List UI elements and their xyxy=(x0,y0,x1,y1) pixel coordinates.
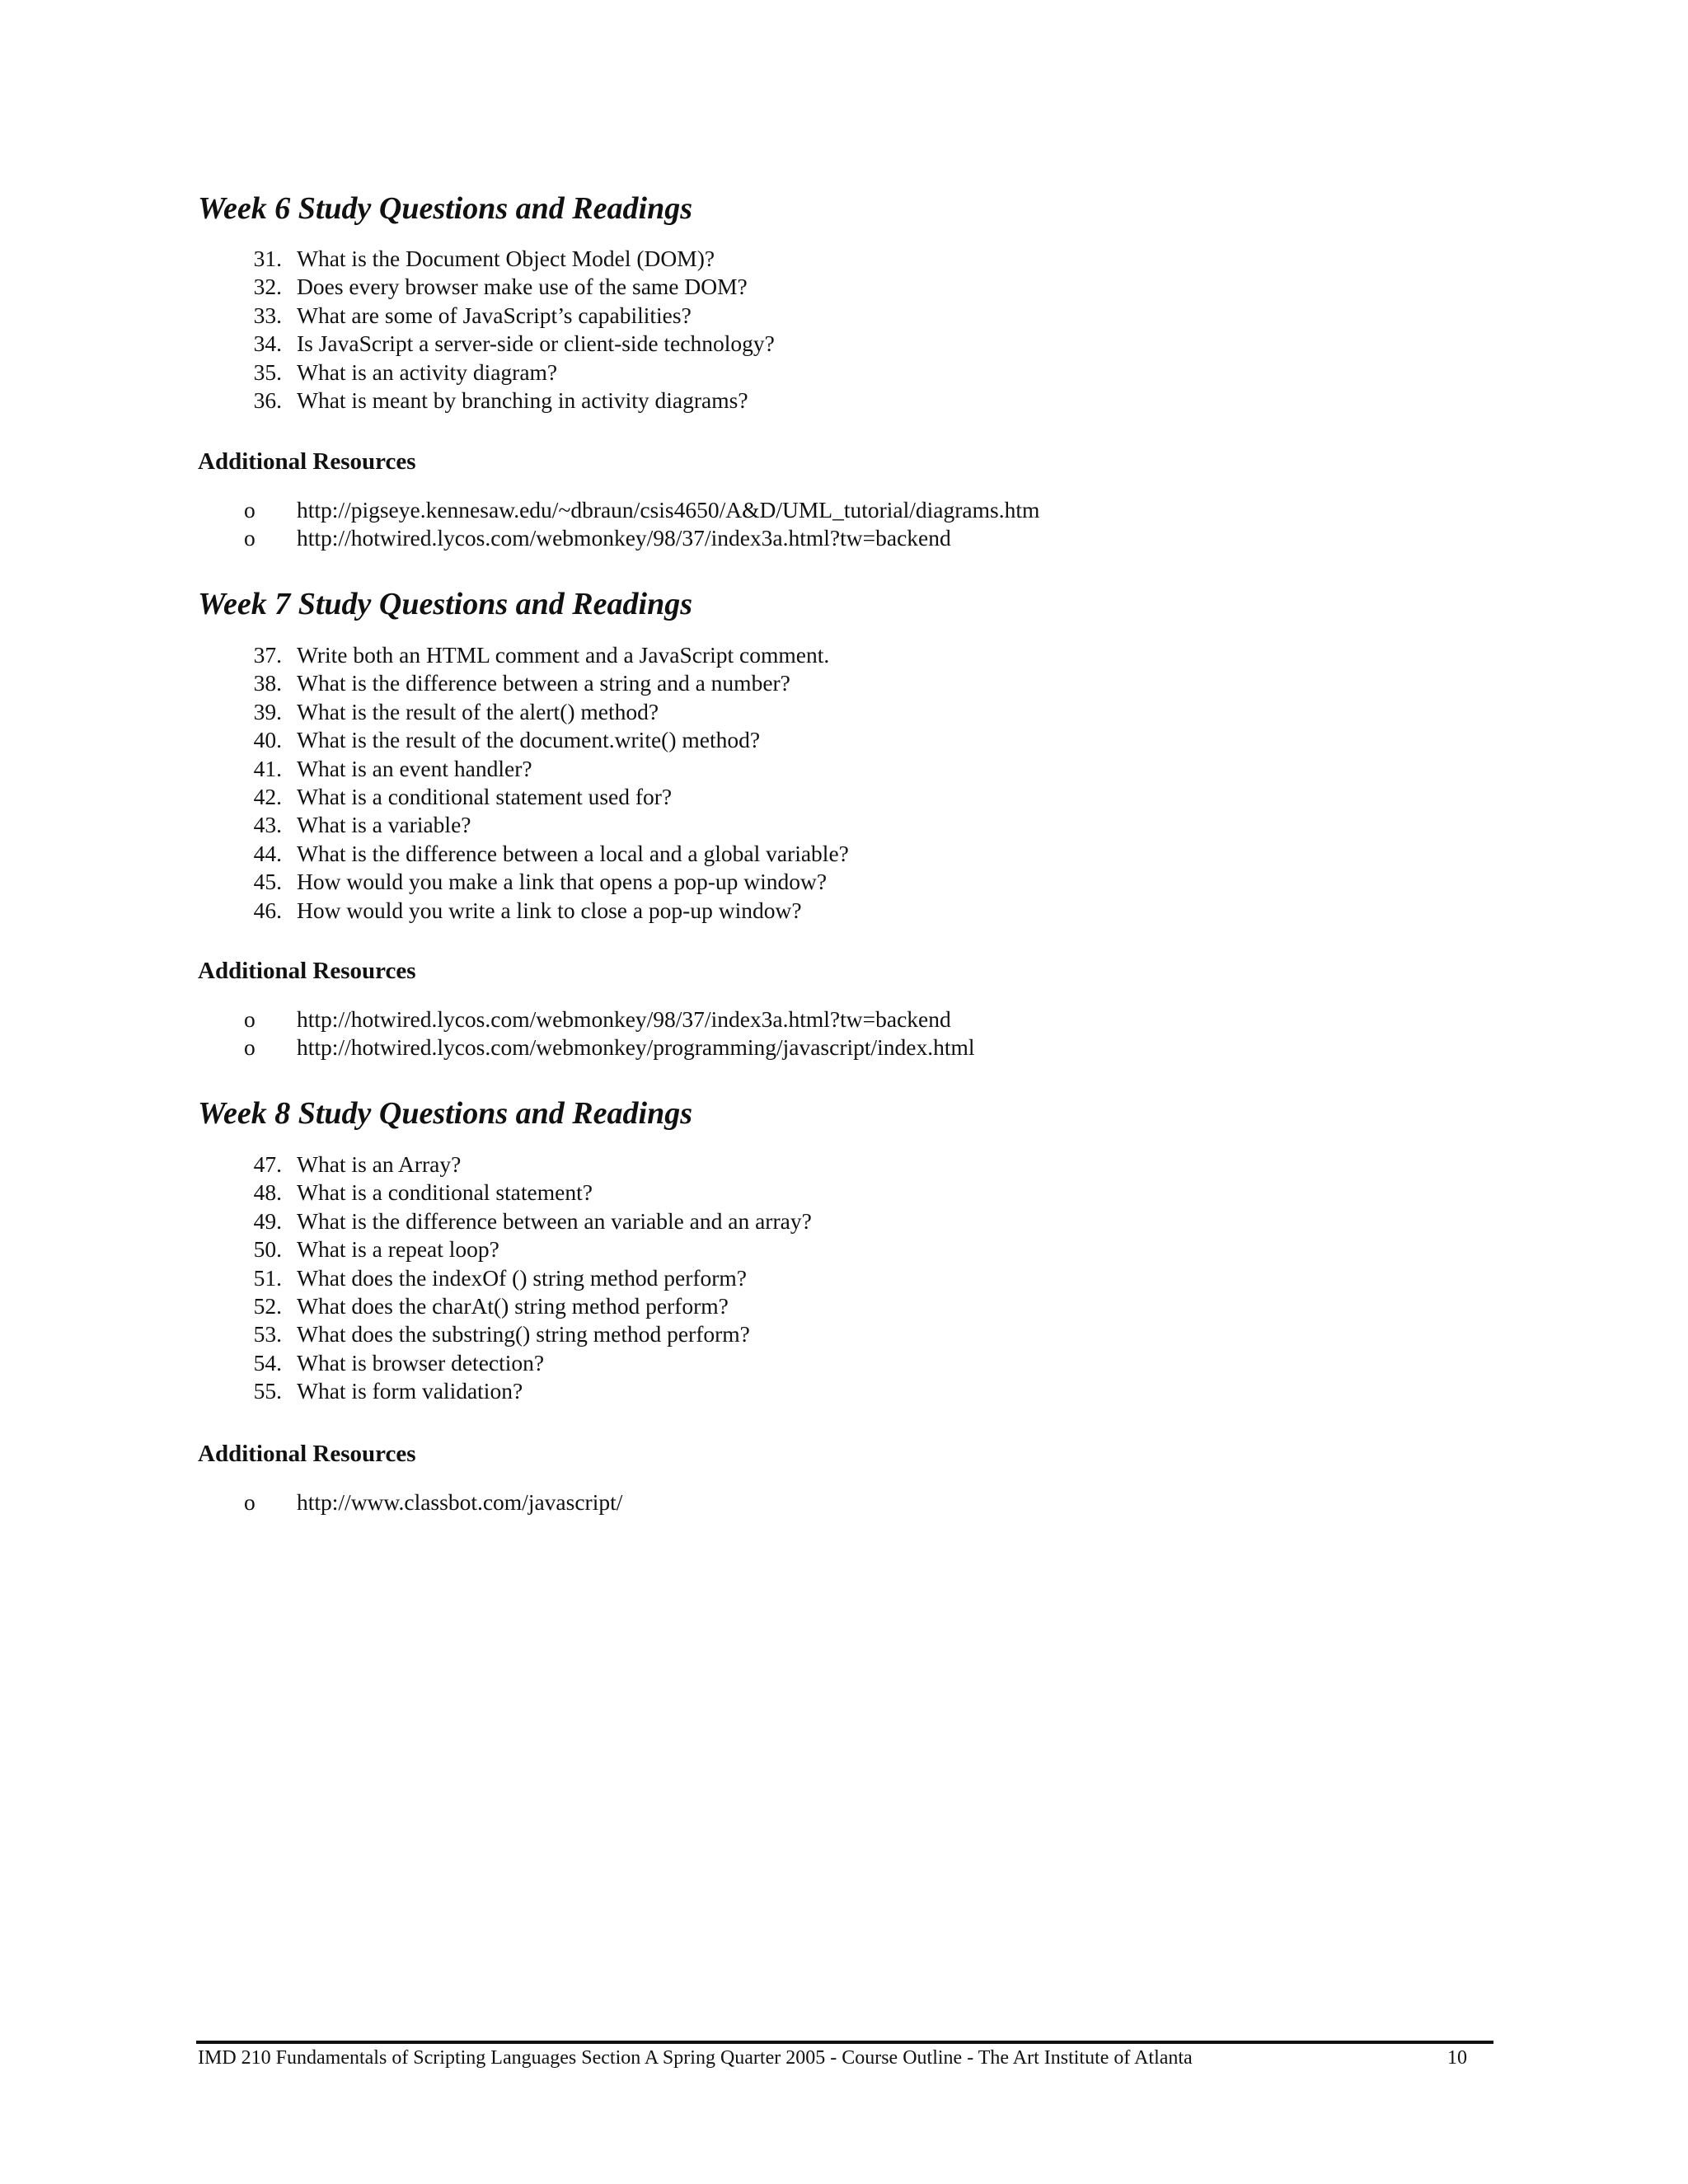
week-8-question-list xyxy=(198,1151,1484,1406)
question-item xyxy=(198,897,1484,925)
question-text: What is the difference between a local and a global variable? xyxy=(297,840,849,866)
question-number: 51. xyxy=(253,1264,282,1291)
question-item xyxy=(198,698,1484,726)
question-item xyxy=(198,1320,1484,1348)
question-item xyxy=(198,1377,1484,1405)
question-text: What is the result of the alert() method? xyxy=(297,698,659,724)
question-text: What are some of JavaScript’s capabilities? xyxy=(297,302,692,328)
week-8-heading: Week 8 Study Questions and Readings xyxy=(198,1096,692,1131)
question-number: 48. xyxy=(253,1179,282,1206)
footer-divider xyxy=(196,2041,1493,2044)
week-8-section xyxy=(198,1094,1484,1132)
week-6-resources-heading: Additional Resources xyxy=(198,448,416,475)
question-text: What does the indexOf () string method perform? xyxy=(297,1264,748,1291)
question-item xyxy=(198,1349,1484,1377)
question-text: What is an activity diagram? xyxy=(297,359,558,385)
bullet-icon: o xyxy=(244,1006,256,1032)
week-7-heading: Week 7 Study Questions and Readings xyxy=(198,587,692,621)
question-number: 39. xyxy=(253,698,282,724)
question-text: What is a repeat loop? xyxy=(297,1236,499,1263)
bullet-icon: o xyxy=(244,1489,256,1515)
footer-course-title: IMD 210 Fundamentals of Scripting Languages Section A Spring Quarter 2005 - Course Outline - The Art Institute of Atlanta xyxy=(198,2047,1193,2069)
question-text: How would you write a link to close a pop-up window? xyxy=(297,897,802,923)
question-text: What is an event handler? xyxy=(297,755,532,781)
question-number: 36. xyxy=(253,387,282,413)
question-number: 44. xyxy=(253,840,282,866)
question-number: 43. xyxy=(253,812,282,838)
question-text: What is form validation? xyxy=(297,1378,523,1404)
question-item xyxy=(198,1179,1484,1207)
question-item xyxy=(198,755,1484,783)
question-item xyxy=(198,1207,1484,1235)
question-item xyxy=(198,1292,1484,1320)
week-8-resources-heading: Additional Resources xyxy=(198,1441,416,1467)
question-number: 53. xyxy=(253,1321,282,1347)
resource-link[interactable]: http://hotwired.lycos.com/webmonkey/programming/javascript/index.html xyxy=(297,1034,975,1061)
question-number: 31. xyxy=(253,246,282,271)
question-text: What is the difference between an variable and an array? xyxy=(297,1207,812,1234)
week-6-heading: Week 6 Study Questions and Readings xyxy=(198,191,692,226)
question-text: What is the result of the document.write() method? xyxy=(297,727,761,753)
question-number: 42. xyxy=(253,783,282,809)
question-number: 52. xyxy=(253,1292,282,1319)
question-number: 38. xyxy=(253,670,282,696)
question-text: What is the Document Object Model (DOM)? xyxy=(297,246,715,271)
question-number: 40. xyxy=(253,727,282,753)
question-text: Write both an HTML comment and a JavaScript comment. xyxy=(297,642,830,668)
bullet-icon: o xyxy=(244,1034,256,1061)
question-text: Does every browser make use of the same DOM? xyxy=(297,274,748,300)
bullet-icon: o xyxy=(244,497,256,523)
question-number: 49. xyxy=(253,1207,282,1234)
question-item xyxy=(198,330,1484,358)
question-text: What is the difference between a string and a number? xyxy=(297,670,790,696)
page-number: 10 xyxy=(1447,2047,1467,2069)
question-number: 45. xyxy=(253,869,282,895)
question-text: What is a conditional statement? xyxy=(297,1179,593,1206)
question-item xyxy=(198,359,1484,387)
question-text: Is JavaScript a server-side or client-side technology? xyxy=(297,330,775,357)
question-item xyxy=(198,840,1484,868)
resource-link[interactable]: http://www.classbot.com/javascript/ xyxy=(297,1489,623,1515)
week-6-question-list xyxy=(198,245,1484,415)
resource-link[interactable]: http://pigseye.kennesaw.edu/~dbraun/csis4650/A&D/UML_tutorial/diagrams.htm xyxy=(297,497,1040,523)
question-text: What does the substring() string method perform? xyxy=(297,1321,750,1347)
question-text: What is a conditional statement used for? xyxy=(297,783,673,809)
question-item xyxy=(198,387,1484,415)
week-7-section xyxy=(198,585,1484,623)
question-item xyxy=(198,1235,1484,1263)
week-6-section xyxy=(198,190,1484,227)
question-number: 47. xyxy=(253,1151,282,1177)
question-number: 50. xyxy=(253,1236,282,1263)
question-number: 34. xyxy=(253,330,282,357)
question-item xyxy=(198,245,1484,273)
question-text: What does the charAt() string method perform? xyxy=(297,1292,729,1319)
week-7-resources-heading: Additional Resources xyxy=(198,958,416,984)
question-number: 55. xyxy=(253,1378,282,1404)
question-item xyxy=(198,669,1484,697)
question-item xyxy=(198,1264,1484,1292)
question-number: 37. xyxy=(253,642,282,668)
question-number: 33. xyxy=(253,302,282,328)
question-item xyxy=(198,783,1484,811)
question-item xyxy=(198,1151,1484,1179)
question-number: 32. xyxy=(253,274,282,300)
question-item xyxy=(198,302,1484,330)
question-item xyxy=(198,273,1484,301)
question-number: 46. xyxy=(253,897,282,923)
question-number: 35. xyxy=(253,359,282,385)
resource-link[interactable]: http://hotwired.lycos.com/webmonkey/98/37/index3a.html?tw=backend xyxy=(297,525,951,551)
resource-link[interactable]: http://hotwired.lycos.com/webmonkey/98/37/index3a.html?tw=backend xyxy=(297,1006,951,1032)
bullet-icon: o xyxy=(244,525,256,551)
question-number: 41. xyxy=(253,755,282,781)
question-text: What is a variable? xyxy=(297,812,471,838)
question-text: How would you make a link that opens a pop-up window? xyxy=(297,869,828,895)
question-item xyxy=(198,811,1484,839)
question-text: What is browser detection? xyxy=(297,1349,545,1376)
question-text: What is meant by branching in activity diagrams? xyxy=(297,387,748,413)
week-7-question-list xyxy=(198,641,1484,925)
question-item xyxy=(198,641,1484,669)
question-number: 54. xyxy=(253,1349,282,1376)
question-item xyxy=(198,726,1484,754)
question-text: What is an Array? xyxy=(297,1151,462,1177)
question-item xyxy=(198,868,1484,896)
